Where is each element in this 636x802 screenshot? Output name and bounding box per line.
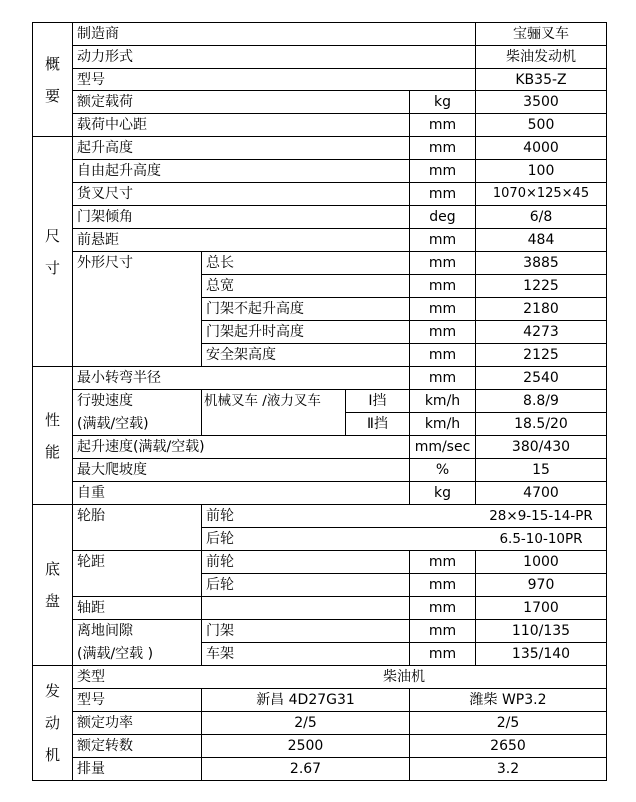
unit-front-tread: mm	[428, 554, 457, 570]
value-mast-tilt: 6/8	[529, 209, 553, 225]
value-engine-type: 柴油机	[383, 669, 425, 685]
label-tires: 轮胎	[77, 508, 105, 524]
group-dimensions: 尺 寸	[44, 226, 60, 277]
value-mast-clearance: 110/135	[511, 623, 571, 639]
unit-gear-1: km/h	[424, 393, 461, 409]
label-rear-tire: 后轮	[206, 531, 234, 547]
value-turn-radius: 2540	[523, 370, 559, 386]
value-front-overhang: 484	[527, 232, 555, 248]
group-chassis: 底 盘	[44, 560, 60, 610]
label-gradeability: 最大爬坡度	[77, 462, 147, 478]
unit-rated-load: kg	[434, 94, 451, 110]
label-front-tread: 前轮	[206, 554, 234, 570]
value-displacement-a: 2.67	[289, 761, 322, 777]
label-tread: 轮距	[77, 554, 105, 570]
value-overall-length: 3885	[523, 255, 559, 271]
value-rated-power-b: 2/5	[496, 715, 520, 731]
label-ground-clearance: 离地间隙	[77, 623, 133, 639]
value-rated-power-a: 2/5	[294, 715, 317, 731]
label-ground-clearance-load: (满载/空载 )	[77, 646, 154, 662]
label-engine-type: 类型	[77, 669, 105, 685]
label-wheelbase: 轴距	[77, 600, 105, 616]
label-overall-width: 总宽	[206, 278, 234, 294]
unit-load-center: mm	[428, 117, 457, 133]
label-rated-power: 额定功率	[77, 715, 133, 731]
label-model: 型号	[77, 72, 105, 88]
value-lift-height: 4000	[523, 140, 559, 156]
label-gear-2: Ⅱ挡	[367, 416, 388, 432]
label-load-center: 载荷中心距	[77, 117, 147, 133]
value-mast-raised-height: 4273	[523, 324, 559, 340]
label-gear-1: Ⅰ挡	[368, 393, 387, 409]
value-lift-speed: 380/430	[511, 439, 571, 455]
label-overall-dimensions: 外形尺寸	[77, 255, 133, 271]
value-free-lift: 100	[527, 163, 555, 179]
unit-lift-speed: mm/sec	[414, 439, 471, 455]
unit-mast-lowered-height: mm	[428, 301, 457, 317]
unit-lift-height: mm	[428, 140, 457, 156]
value-rated-speed-a: 2500	[287, 738, 324, 754]
unit-mast-clearance: mm	[428, 623, 457, 639]
value-engine-model-a: 新昌 4D27G31	[256, 692, 355, 708]
label-mast-raised-height: 门架起升时高度	[206, 324, 304, 340]
group-performance: 性 能	[44, 410, 60, 461]
value-overhead-guard-height: 2125	[523, 347, 559, 363]
value-rated-speed-b: 2650	[490, 738, 526, 754]
value-wheelbase: 1700	[523, 600, 559, 616]
value-gear-2: 18.5/20	[514, 416, 568, 432]
value-rear-tread: 970	[527, 577, 555, 593]
value-weight: 4700	[523, 485, 559, 501]
unit-free-lift: mm	[428, 163, 457, 179]
label-overhead-guard-height: 安全架高度	[206, 347, 276, 363]
unit-overall-width: mm	[428, 278, 457, 294]
label-engine-model: 型号	[77, 692, 105, 708]
unit-turn-radius: mm	[428, 370, 457, 386]
unit-wheelbase: mm	[428, 600, 457, 616]
unit-front-overhang: mm	[428, 232, 457, 248]
label-mast-clearance: 门架	[206, 623, 234, 639]
unit-overhead-guard-height: mm	[428, 347, 457, 363]
label-weight: 自重	[77, 485, 105, 501]
value-front-tread: 1000	[523, 554, 559, 570]
label-rated-load: 额定载荷	[77, 94, 133, 110]
label-front-overhang: 前悬距	[77, 232, 119, 248]
label-travel-speed: 行驶速度	[77, 393, 133, 409]
label-lift-speed: 起升速度(满载/空载)	[77, 439, 205, 455]
group-engine: 发 动 机	[44, 682, 60, 764]
value-frame-clearance: 135/140	[511, 646, 571, 662]
unit-overall-length: mm	[428, 255, 457, 271]
value-model: KB35-Z	[515, 72, 567, 88]
label-mast-tilt: 门架倾角	[77, 209, 133, 225]
label-truck-type: 机械叉车 /液力叉车	[204, 393, 321, 409]
label-rear-tread: 后轮	[206, 577, 234, 593]
unit-weight: kg	[434, 485, 451, 501]
label-frame-clearance: 车架	[206, 646, 234, 662]
unit-frame-clearance: mm	[428, 646, 457, 662]
unit-gradeability: %	[435, 462, 450, 478]
label-power-type: 动力形式	[77, 49, 133, 65]
label-front-tire: 前轮	[206, 508, 234, 524]
value-displacement-b: 3.2	[496, 761, 520, 777]
value-rated-load: 3500	[523, 94, 559, 110]
label-manufacturer: 制造商	[77, 26, 119, 42]
value-load-center: 500	[527, 117, 555, 133]
label-overall-length: 总长	[206, 255, 234, 271]
unit-gear-2: km/h	[424, 416, 461, 432]
label-turn-radius: 最小转弯半径	[77, 370, 161, 386]
label-fork-size: 货叉尺寸	[77, 186, 133, 202]
value-manufacturer: 宝骊叉车	[513, 26, 569, 42]
label-mast-lowered-height: 门架不起升高度	[206, 301, 304, 317]
value-gear-1: 8.8/9	[523, 393, 559, 409]
label-free-lift: 自由起升高度	[77, 163, 161, 179]
value-fork-size: 1070×125×45	[492, 186, 590, 201]
group-overview: 概 要	[44, 54, 60, 105]
value-engine-model-b: 潍柴 WP3.2	[469, 692, 547, 708]
unit-mast-tilt: deg	[429, 209, 456, 225]
value-front-tire: 28×9-15-14-PR	[489, 508, 593, 524]
value-rear-tire: 6.5-10-10PR	[499, 531, 583, 547]
label-travel-speed-load: (满载/空载)	[77, 416, 149, 432]
value-mast-lowered-height: 2180	[523, 301, 559, 317]
value-overall-width: 1225	[523, 278, 559, 294]
value-power-type: 柴油发动机	[506, 49, 576, 65]
unit-mast-raised-height: mm	[428, 324, 457, 340]
unit-rear-tread: mm	[428, 577, 457, 593]
value-gradeability: 15	[532, 462, 550, 478]
label-lift-height: 起升高度	[77, 140, 133, 156]
label-rated-speed: 额定转数	[77, 738, 133, 754]
label-displacement: 排量	[77, 761, 105, 777]
unit-fork-size: mm	[428, 186, 457, 202]
